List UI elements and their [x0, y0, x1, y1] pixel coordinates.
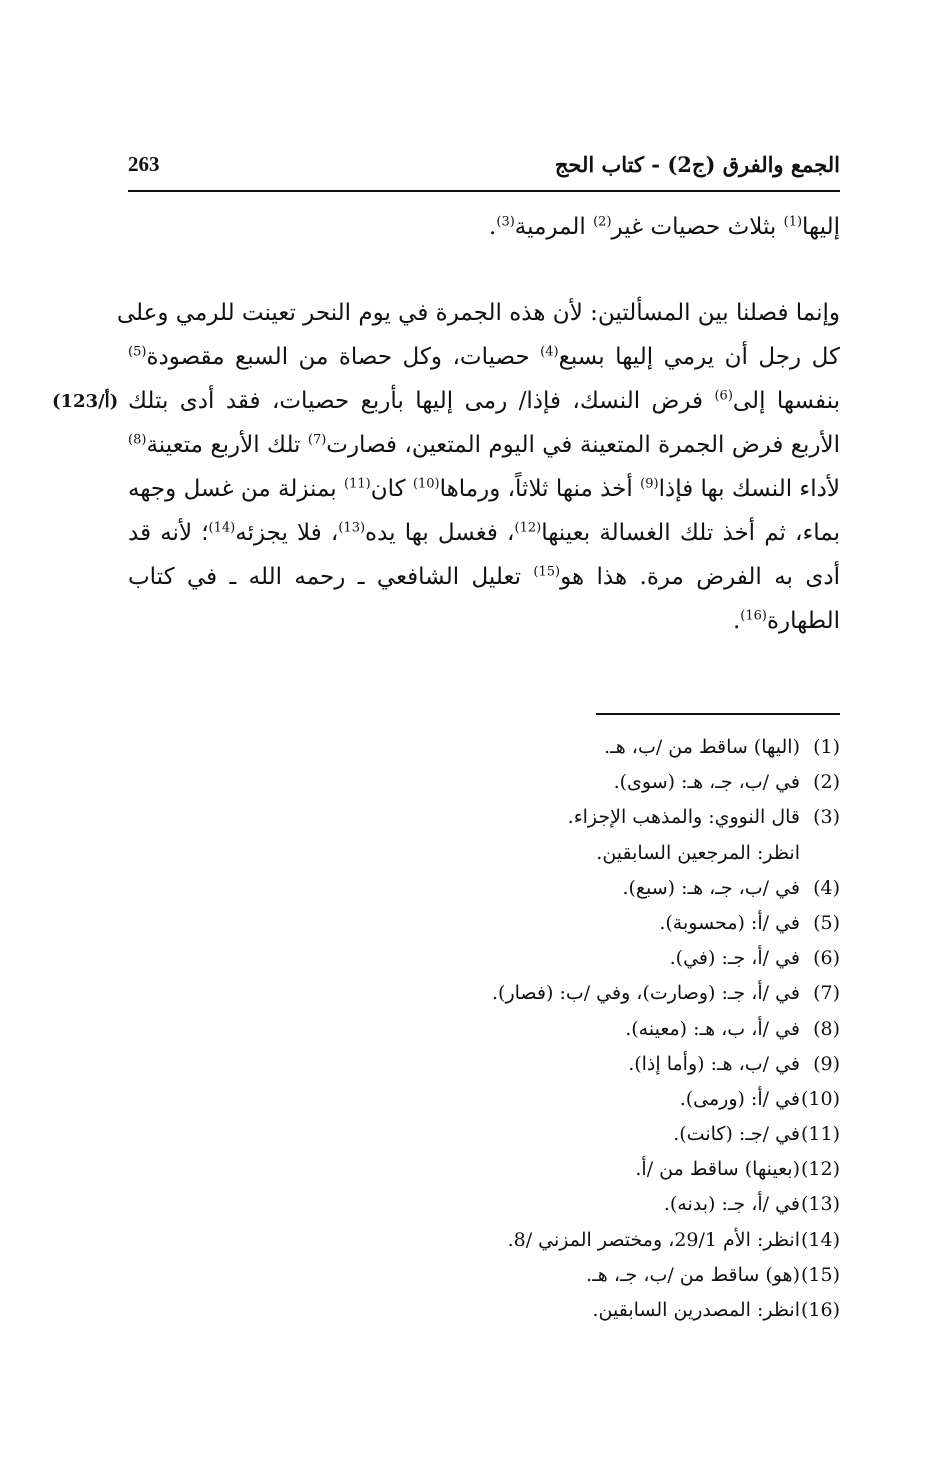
footnote-item: (1)(اليها) ساقط من /ب، هـ.	[604, 736, 840, 758]
footnote-item: (5)في /أ: (محسوبة).	[659, 911, 840, 934]
footnote-item: (4)في /ب، جـ، هـ: (سبع).	[622, 876, 840, 899]
footnote-item: (9)في /ب، هـ: (وأما إذا).	[628, 1052, 840, 1075]
text-line: بماء، ثم أخذ تلك الغسالة بعينها$^{(12)}$، فغسل بها يده$^{(13)}$، فلا يجزئه$^{(14)}$؛ لأنه قد	[128, 520, 841, 546]
footnote-item: (10)في /أ: (ورمى).	[679, 1087, 840, 1110]
footnote-ref: (13)	[338, 520, 366, 536]
footnote-ref: (10)	[412, 476, 440, 492]
footnote-item: (16)انظر: المصدرين السابقين.	[592, 1299, 840, 1321]
text-line: كل رجل أن يرمي إليها بسبع$^{(4)}$ حصيات، وكل حصاة من السبع مقصودة$^{(5)}$	[128, 344, 841, 370]
footnote-item: (3)قال النووي: والمذهب الإجزاء.	[567, 806, 840, 829]
footnote-item: (8)في /أ، ب، هـ: (معينه).	[625, 1017, 840, 1040]
text-line: أدى به الفرض مرة. هذا هو$^{(15)}$ تعليل الشافعي ـ رحمه الله ـ في كتاب	[128, 564, 840, 590]
footnote-ref: (2)	[593, 214, 612, 230]
footnote-ref: (12)	[514, 520, 542, 536]
footnote-item: انظر: المرجعين السابقين.	[596, 841, 800, 864]
page-number: 263	[128, 152, 160, 176]
text-line: لأداء النسك بها فإذا$^{(9)}$ أخذ منها ثلاثاً، ورماها$^{(10)}$ كان$^{(11)}$ بمنزلة من غسل وجهه	[128, 476, 840, 502]
footnote-ref: (5)	[128, 344, 147, 360]
footnote-ref: (4)	[540, 344, 559, 360]
footnote-item: (7)في /أ، جـ: (وصارت)، وفي /ب: (فصار).	[492, 982, 840, 1005]
footnote-ref: (15)	[533, 564, 561, 580]
text-line: الطهارة$^{(16)}$.	[732, 608, 840, 634]
footnote-item: (6)في /أ، جـ: (في).	[669, 947, 840, 970]
footnote-ref: (14)	[208, 520, 236, 536]
footnote-item: (11)في /جـ: (كانت).	[673, 1123, 840, 1146]
text-line: إليها$^{(1)}$ بثلاث حصيات غير$^{(2)}$ المرمية$^{(3)}$.	[489, 214, 840, 240]
paragraph-gap	[128, 249, 840, 291]
text-line: وإنما فصلنا بين المسألتين: لأن هذه الجمرة في يوم النحر تعينت للرمي وعلى	[116, 300, 840, 326]
footnote-ref: (1)	[783, 214, 803, 230]
footnote-item: (13)في /أ، جـ: (بدنه).	[663, 1193, 840, 1216]
footnote-item: (2)في /ب، جـ، هـ: (سوى).	[613, 771, 840, 794]
running-header	[128, 150, 840, 192]
footnote-ref: (7)	[307, 432, 327, 448]
footnote-ref: (8)	[128, 432, 147, 448]
footnote-ref: (6)	[714, 388, 733, 404]
footnote-item: (12)(بعينها) ساقط من /أ.	[635, 1158, 840, 1181]
footnote-separator	[596, 713, 840, 715]
footnote-ref: (3)	[496, 214, 515, 230]
footnote-ref: (11)	[344, 476, 371, 492]
manuscript-folio-marker: (123/أ)	[52, 391, 119, 412]
footnote-item: (15)(هو) ساقط من /ب، جـ، هـ.	[586, 1263, 840, 1286]
footnote-ref: (16)	[740, 608, 767, 624]
text-line: بنفسها إلى$^{(6)}$ فرض النسك، فإذا/ رمى إليها بأربع حصيات، فقد أدى بتلك	[128, 388, 840, 414]
text-line: الأربع فرض الجمرة المتعينة في اليوم المتعين، فصارت$^{(7)}$ تلك الأربع متعينة$^{(8)}$	[128, 432, 840, 458]
footnote-ref: (9)	[640, 476, 659, 492]
main-text	[116, 205, 841, 643]
header-title: الجمع والفرق (ج2) - كتاب الحج	[554, 152, 840, 177]
footnotes	[280, 730, 840, 1328]
footnote-item: (14)انظر: الأم 29/1، ومختصر المزني /8.	[507, 1228, 840, 1251]
